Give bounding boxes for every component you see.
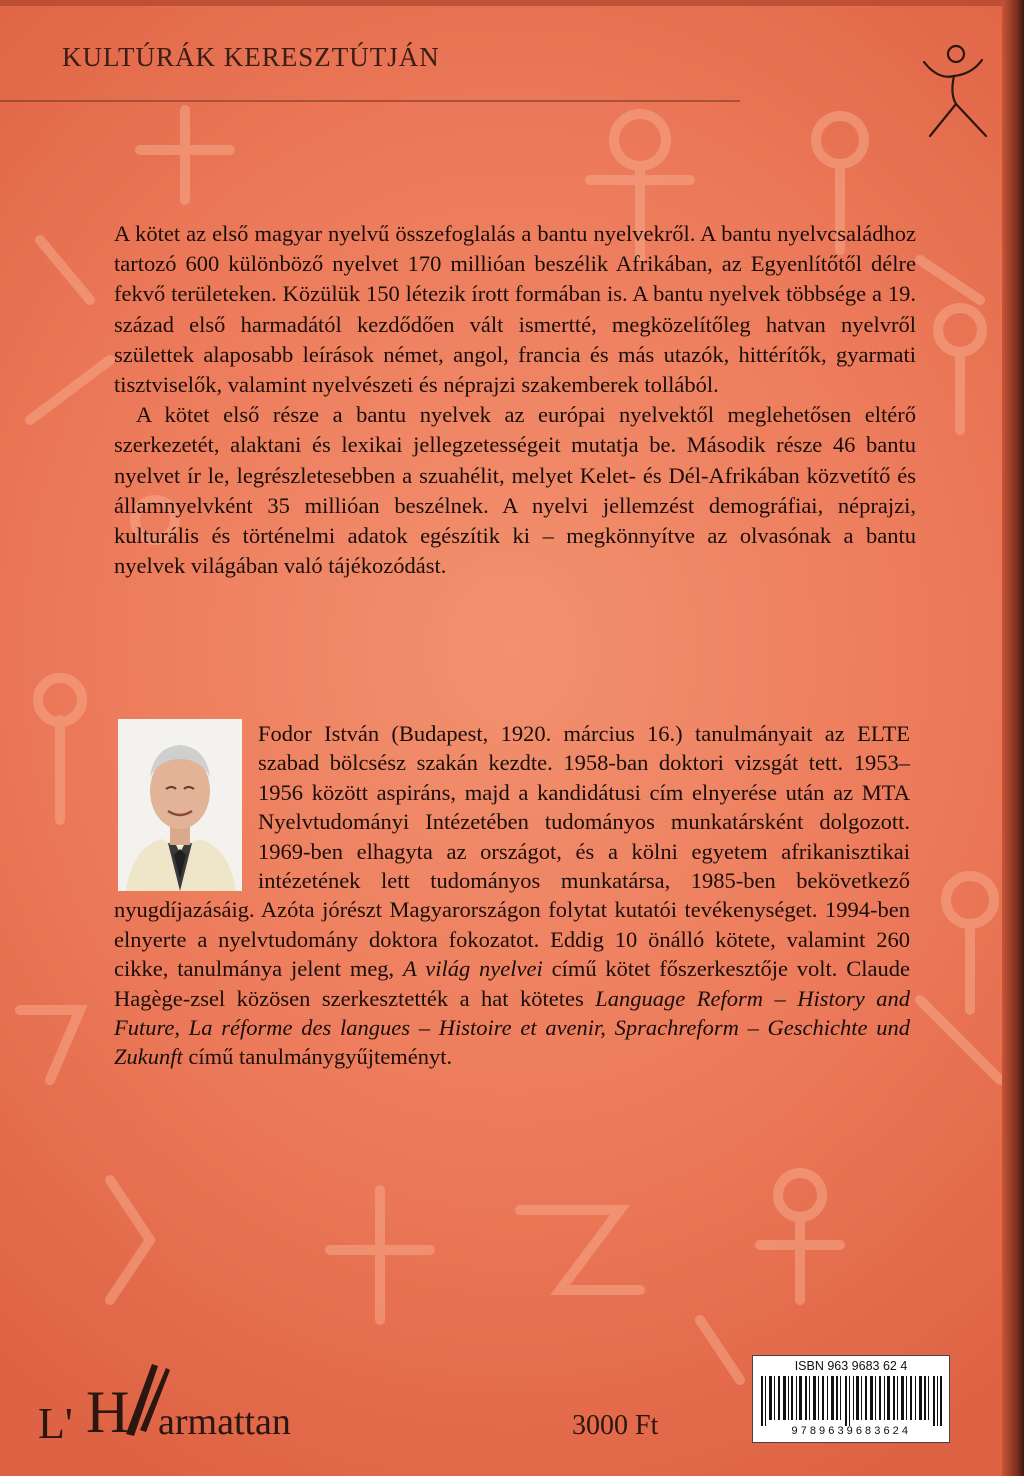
- header-divider: [0, 100, 740, 102]
- spine-edge-shadow: [1002, 0, 1024, 1476]
- bio-text-part-1: Fodor István (Budapest, 1920. március 16.) tanulmányait az ELTE szabad bölcsész szakán kezdte. 1958-ban doktori vizsgát tett. 1953–1956 között aspiráns, majd a kandidátusi cím elnyerése után az MTA Nyelvtudományi Intézetében tudományos munkatársként dolgozott. 1969-ben elhagyta az országot, és a kölni egyetem afrikanisztikai intézetének lett tudományos munkatársa, 1985-ben bekövetkező nyugdíjazásáig. Azóta jórészt Magyarországon folytat kutatói tevékenységet. 1994-ben elnyerte a nyelvtudomány doktora fokozatot. Eddig 10 önálló kötete, valamint 260 cikke, tanulmánya jelent meg,: [114, 721, 910, 982]
- bio-text-part-2: című kötet főszerkesztője volt. Claude Hagège-zsel közösen szerkesztették a hat kötetes: [114, 956, 910, 1011]
- isbn-digits: 9789639683624: [791, 1426, 911, 1438]
- top-shadow-band: [0, 0, 1024, 6]
- barcode: [759, 1376, 943, 1426]
- series-stick-figure-logo: [916, 40, 990, 140]
- photo-space: [114, 719, 258, 891]
- description-paragraph-1: A kötet az első magyar nyelvű összefoglalás a bantu nyelvekről. A bantu nyelvcsaládhoz tartozó 600 különböző nyelvet 170 millióan beszélik Afrikában, az Egyenlítőtől délre fekvő területeken. Közülük 150 létezik írott formában is. A bantu nyelvek többsége a 19. század első harmadától kezdődően vált ismertté, megközelítőleg hatvan nyelvről születtek alaposabb leírások német, angol, francia és más utazók, hittérítők, gyarmati tisztviselők, valamint nyelvészeti és néprajzi szakemberek tollából.: [114, 221, 916, 398]
- series-title: KULTÚRÁK KERESZTÚTJÁN: [62, 42, 440, 72]
- isbn-barcode-block: [752, 1355, 950, 1443]
- publisher-initial: H: [86, 1379, 130, 1445]
- description-paragraph-2: A kötet első része a bantu nyelvek az európai nyelvektől meglehetősen eltérő szerkezetét, alaktani és lexikai jellegzetességeit mutatja be. Második része 46 bantu nyelvet ír le, legrészletesebben a szuahélit, melyet Kelet- és Dél-Afrikában közvetítő és államnyelvként 35 millióan beszélnek. A nyelvi jellemzést demográfiai, néprajzi, kulturális és történelmi adatok egészítik ki – megkönnyítve az olvasónak a bantu nyelvek világában való tájékozódást.: [114, 402, 916, 579]
- author-biography: [114, 719, 910, 1072]
- book-description: [114, 219, 916, 581]
- publisher-prefix: L': [38, 1399, 73, 1448]
- publisher-name-rest: armattan: [158, 1401, 291, 1443]
- bio-italic-title-2: Language Reform – History and Future, La réforme des langues – Histoire et avenir, Sprachreform – Geschichte und Zukunft: [114, 985, 910, 1070]
- bio-italic-title-1: A világ nyelvei: [403, 956, 543, 982]
- bio-text-part-3: című tanulmánygyűjteményt.: [188, 1044, 453, 1070]
- price-label: 3000 Ft: [572, 1410, 659, 1441]
- isbn-label: ISBN 963 9683 62 4: [794, 1359, 908, 1373]
